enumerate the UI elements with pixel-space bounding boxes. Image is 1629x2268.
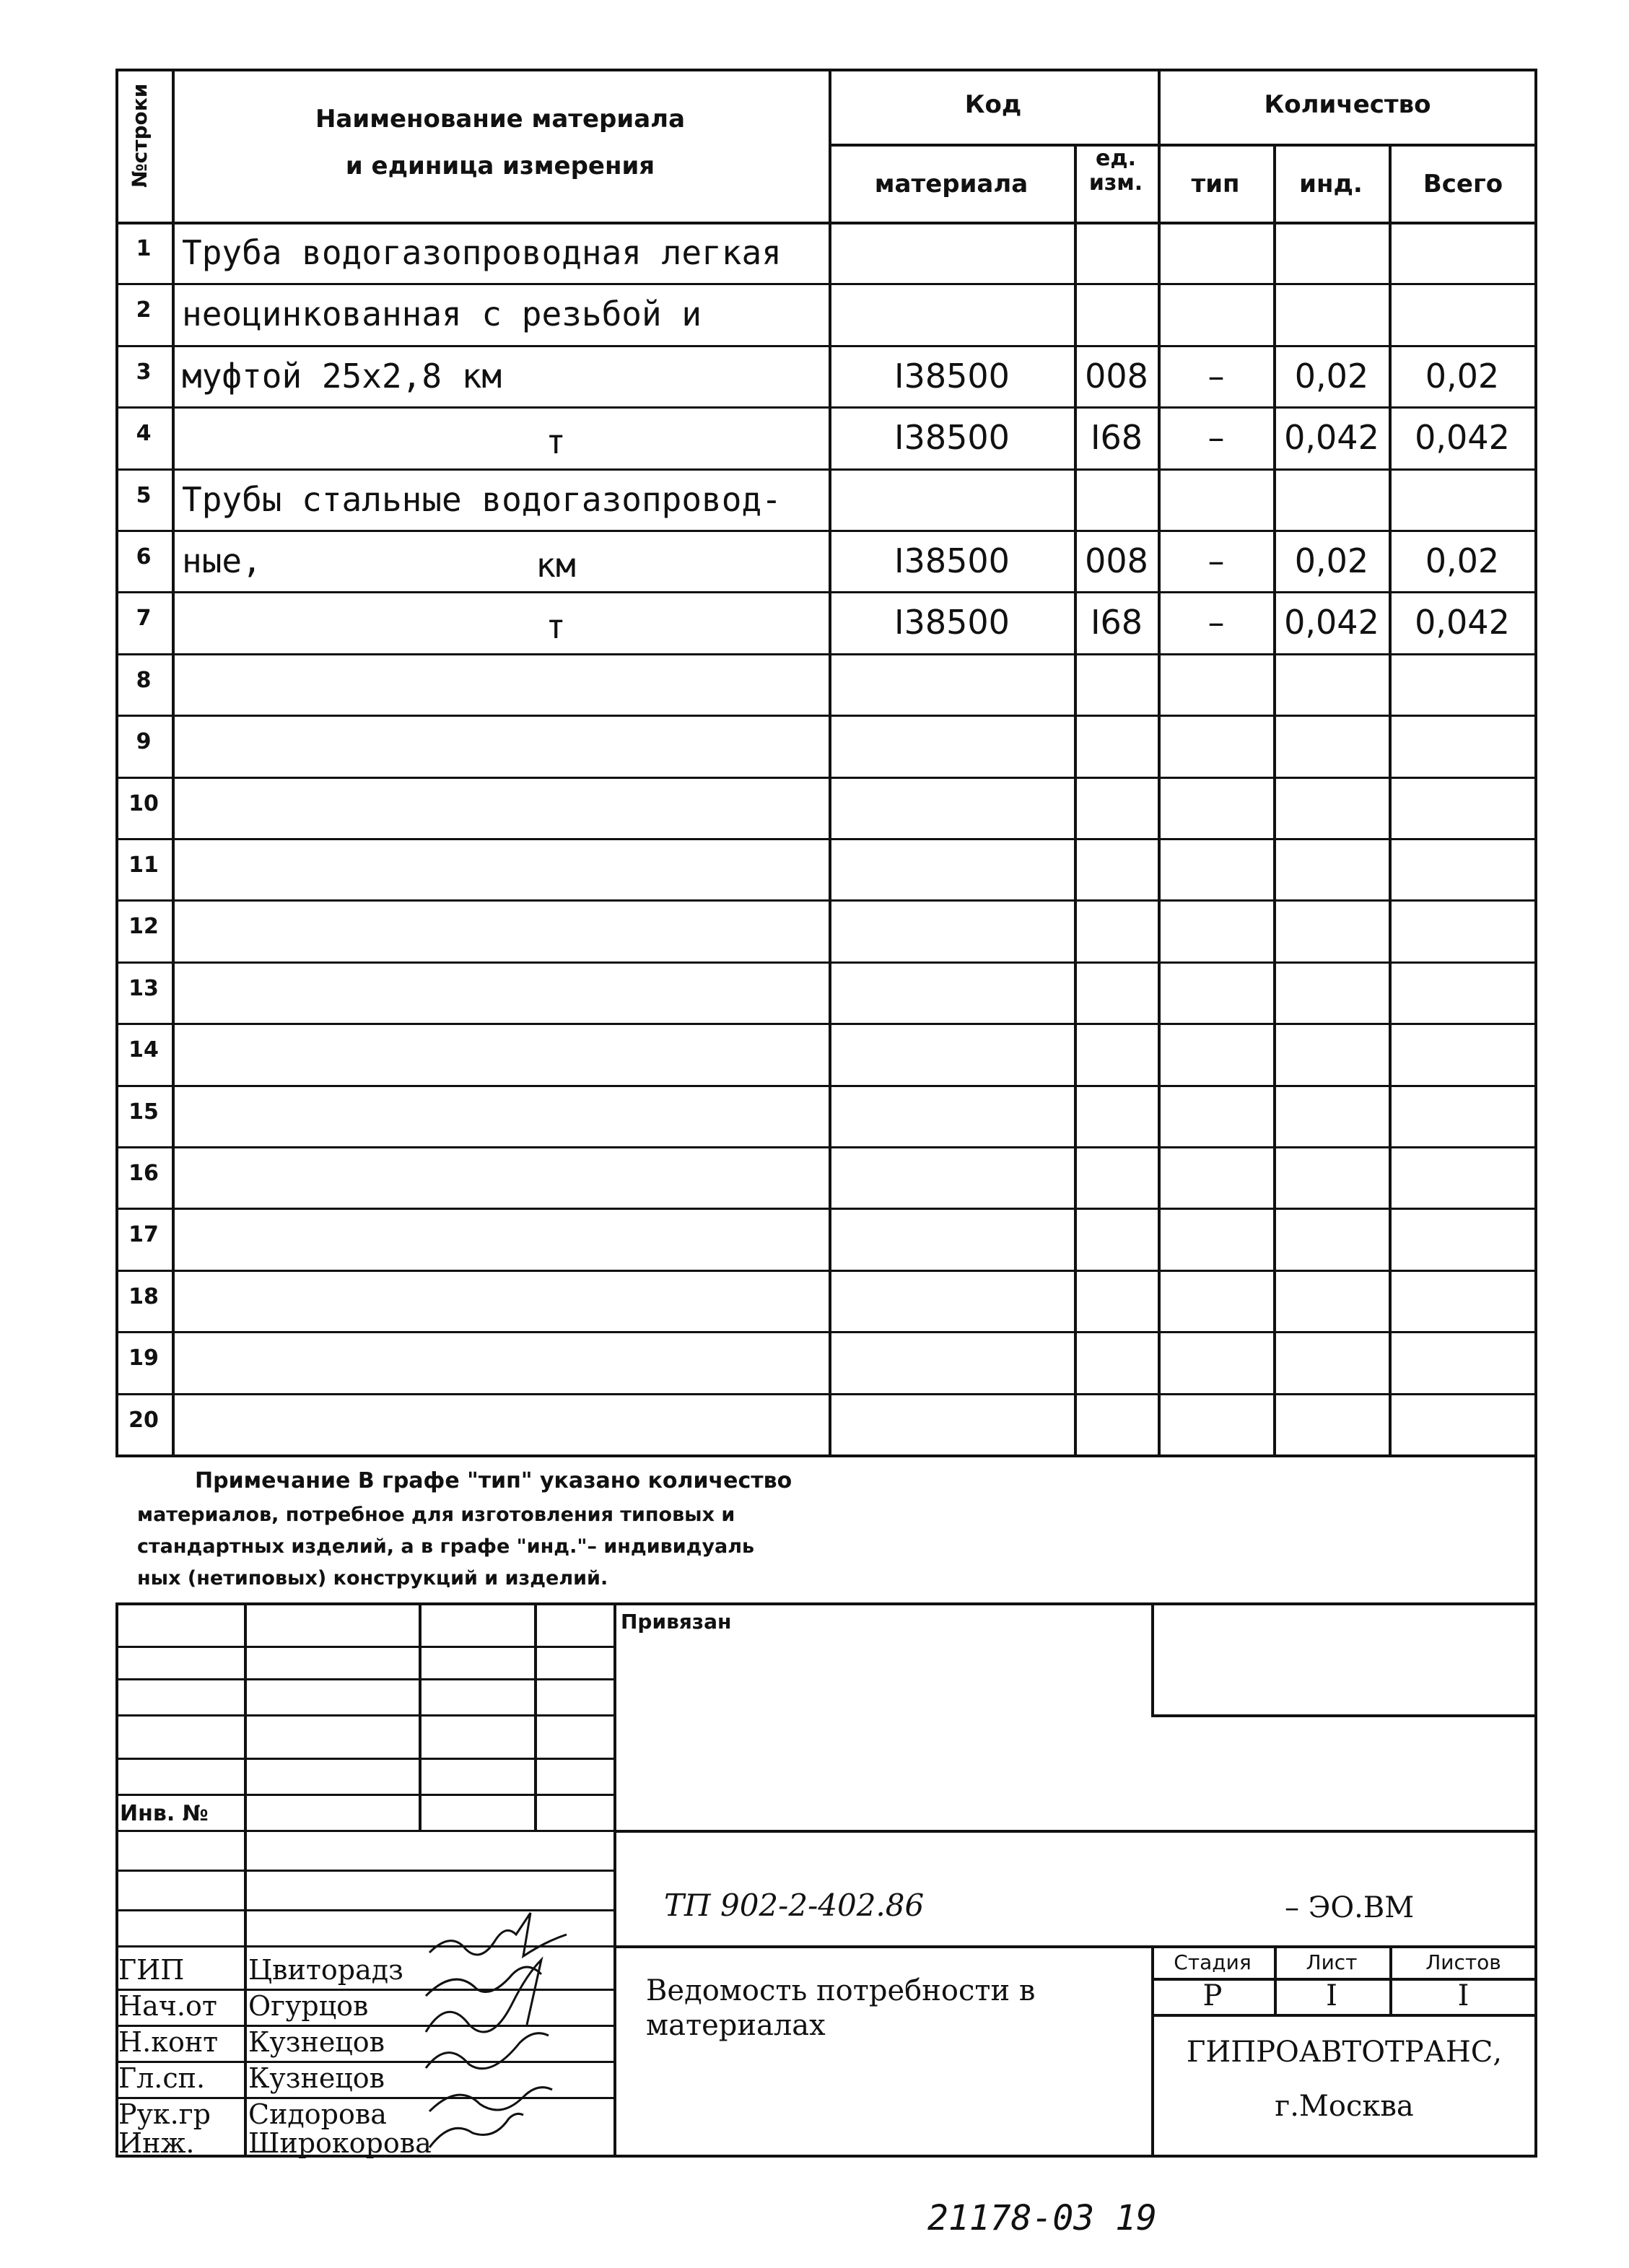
row-number: 5 [136, 482, 152, 508]
row-number: 1 [136, 236, 152, 261]
material-unit-name: т [546, 422, 566, 462]
table-row [115, 715, 1537, 776]
footer-number: 21178-03 19 [927, 2198, 1157, 2238]
table-row [115, 838, 1537, 899]
staff-name: Огурцов [248, 1990, 369, 2022]
privyazan-label: Привязан [621, 1610, 732, 1634]
staff-role: Гл.сп. [118, 2062, 206, 2094]
cell-unit: I68 [1090, 603, 1143, 642]
row-number: 10 [128, 790, 159, 816]
row-number: 14 [128, 1037, 159, 1063]
material-code-header: материала [874, 170, 1029, 199]
cell-unit: 008 [1085, 541, 1148, 580]
row-number: 17 [128, 1222, 159, 1248]
row-number: 11 [128, 852, 159, 878]
table-row [115, 777, 1537, 838]
document-suffix: – ЭО.ВМ [1285, 1891, 1415, 1924]
row-number: 19 [128, 1345, 159, 1371]
cell-ind: 0,042 [1284, 418, 1379, 458]
cell-code: I38500 [894, 418, 1010, 458]
staff-name: Цвиторадз [248, 1954, 403, 1986]
table-row [115, 961, 1537, 1023]
name-header-line1: Наименование материала [315, 105, 686, 134]
table-row [115, 653, 1537, 715]
staff-role: ГИП [118, 1954, 185, 1986]
sheet-label: Лист [1306, 1950, 1358, 1974]
document-title-line1: Ведомость потребности в [646, 1974, 1036, 2007]
row-number: 8 [136, 667, 152, 693]
material-name: неоцинкованная с резьбой и [182, 295, 702, 334]
sheets-label: Листов [1425, 1950, 1501, 1974]
name-header-line2: и единица измерения [345, 152, 655, 180]
table-row [115, 1146, 1537, 1208]
table-row [115, 1023, 1537, 1084]
row-number: 7 [136, 606, 152, 632]
table-row [115, 1331, 1537, 1392]
row-number: 13 [128, 975, 159, 1001]
row-number-header: №строки [128, 83, 152, 188]
document-title-line2: материалах [646, 2009, 826, 2042]
table-row [115, 1270, 1537, 1331]
row-number: 2 [136, 297, 152, 323]
cell-type: – [1207, 541, 1225, 580]
note-line-1: Примечание В графе "тип" указано количество [195, 1468, 792, 1493]
row-number: 3 [136, 359, 152, 385]
table-row [115, 1208, 1537, 1269]
cell-total: 0,02 [1425, 541, 1500, 580]
material-unit-name: т [546, 607, 566, 647]
cell-unit: I68 [1090, 418, 1143, 458]
row-number: 18 [128, 1283, 159, 1309]
ind-header: инд. [1299, 170, 1363, 199]
staff-role: Нач.от [118, 1990, 217, 2022]
row-number: 12 [128, 914, 159, 940]
cell-type: – [1207, 603, 1225, 642]
note-line-3: стандартных изделий, а в графе "инд."– индивидуаль [137, 1535, 755, 1558]
document-code: ТП 902-2-402.86 [664, 1888, 925, 1923]
sheet-value: I [1326, 1979, 1337, 2012]
inventory-number-label: Инв. № [120, 1801, 209, 1826]
unit-header: ед. изм. [1088, 146, 1143, 196]
stage-label: Стадия [1174, 1950, 1252, 1974]
organization-name: ГИПРОАВТОТРАНС, [1186, 2036, 1503, 2069]
row-number: 6 [136, 544, 152, 570]
material-name: ные, [182, 541, 262, 580]
row-number: 20 [128, 1407, 159, 1433]
organization-city: г.Москва [1275, 2090, 1414, 2123]
staff-name: Кузнецов [248, 2026, 385, 2058]
material-name: Труба водогазопроводная легкая [182, 233, 782, 272]
staff-name: Сидорова [248, 2098, 387, 2130]
cell-type: – [1207, 418, 1225, 458]
row-number: 9 [136, 729, 152, 755]
cell-ind: 0,02 [1294, 541, 1369, 580]
staff-name: Кузнецов [248, 2062, 385, 2094]
code-header: Код [964, 90, 1022, 119]
cell-code: I38500 [894, 541, 1010, 580]
material-unit-name: км [536, 546, 576, 585]
cell-code: I38500 [894, 603, 1010, 642]
material-name: Трубы стальные водогазопровод- [182, 479, 782, 519]
cell-code: I38500 [894, 356, 1010, 396]
type-header: тип [1191, 170, 1240, 199]
staff-role: Н.конт [118, 2026, 219, 2058]
row-number: 15 [128, 1099, 159, 1125]
cell-ind: 0,042 [1284, 603, 1379, 642]
total-header: Всего [1423, 170, 1503, 199]
cell-total: 0,042 [1415, 418, 1510, 458]
stage-value: Р [1202, 1979, 1223, 2012]
table-row [115, 899, 1537, 961]
material-name: муфтой 25х2,8 км [182, 356, 502, 396]
cell-ind: 0,02 [1294, 356, 1369, 396]
cell-total: 0,02 [1425, 356, 1500, 396]
sheets-value: I [1457, 1979, 1469, 2012]
note-line-2: материалов, потребное для изготовления типовых и [137, 1504, 735, 1526]
row-number: 16 [128, 1161, 159, 1186]
cell-total: 0,042 [1415, 603, 1510, 642]
cell-unit: 008 [1085, 356, 1148, 396]
staff-name: Широкорова [248, 2127, 432, 2159]
table-row [115, 1393, 1537, 1454]
quantity-header: Количество [1264, 90, 1431, 119]
table-row [115, 1085, 1537, 1146]
note-line-4: ных (нетиповых) конструкций и изделий. [137, 1567, 608, 1589]
cell-type: – [1207, 356, 1225, 396]
document-sheet [115, 69, 1537, 2159]
row-number: 4 [136, 421, 152, 447]
signatures [422, 1902, 639, 2162]
staff-role: Инж. [118, 2127, 195, 2159]
staff-role: Рук.гр [118, 2098, 211, 2130]
